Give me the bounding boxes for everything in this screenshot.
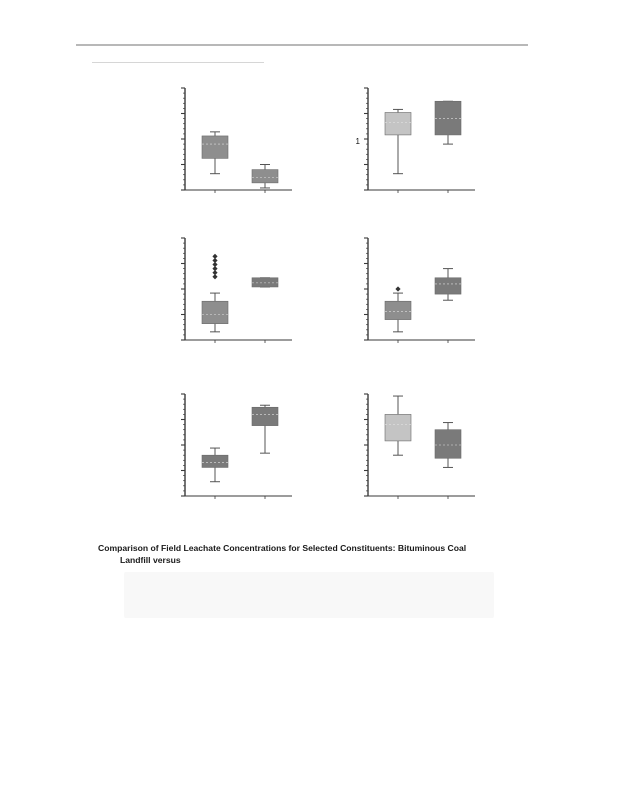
- box-plot-panel-3: [160, 234, 300, 356]
- iqr-box: [385, 301, 411, 319]
- caption-line-1: Comparison of Field Leachate Concentrations for Selected Constituents: Bituminous Coal: [98, 543, 467, 553]
- outlier-point: [212, 254, 217, 259]
- y-tick-label: 1: [355, 137, 360, 147]
- box-plot-panel-6: [343, 390, 483, 512]
- iqr-box: [202, 136, 228, 158]
- box-plot-panel-5: [160, 390, 300, 512]
- box-plot-panel-4: [343, 234, 483, 356]
- iqr-box: [252, 278, 278, 287]
- caption-line-2: Landfill versus: [120, 555, 181, 565]
- header-faint-text-line: [92, 62, 264, 63]
- iqr-box: [252, 170, 278, 183]
- iqr-box: [202, 301, 228, 323]
- box-plot-panel-1: [160, 84, 300, 206]
- iqr-box: [435, 101, 461, 135]
- iqr-box: [252, 407, 278, 425]
- header-rule: [76, 44, 528, 46]
- iqr-box: [435, 278, 461, 294]
- outlier-point: [395, 286, 400, 291]
- iqr-box: [435, 430, 461, 459]
- figure-caption: [98, 542, 528, 566]
- iqr-box: [385, 414, 411, 441]
- iqr-box: [202, 455, 228, 467]
- iqr-box: [385, 112, 411, 134]
- box-plot-panel-2: [343, 84, 483, 206]
- scan-smudge: [124, 572, 494, 618]
